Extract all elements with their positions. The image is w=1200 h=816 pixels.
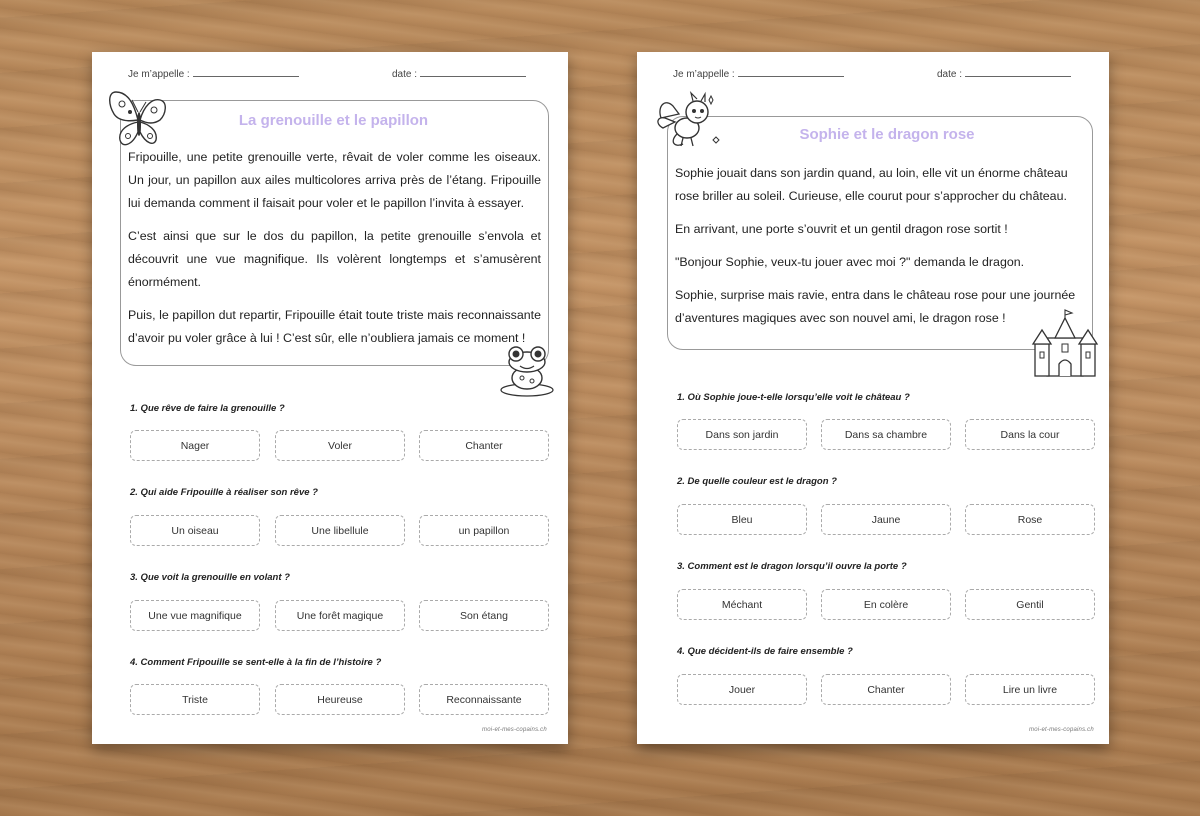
footer-site: moi-et-mes-copains.ch bbox=[482, 727, 547, 733]
answer-option[interactable]: Dans son jardin bbox=[677, 419, 807, 450]
answer-option[interactable]: Heureuse bbox=[275, 684, 405, 715]
answer-option[interactable]: Chanter bbox=[821, 674, 951, 705]
answer-option[interactable]: Jaune bbox=[821, 504, 951, 535]
name-line bbox=[193, 67, 299, 77]
date-label: date : bbox=[392, 69, 418, 80]
answer-option[interactable]: Dans sa chambre bbox=[821, 419, 951, 450]
worksheet-frog-butterfly bbox=[92, 52, 568, 744]
name-field[interactable] bbox=[128, 67, 299, 80]
question-2: 2. Qui aide Fripouille à réaliser son rêve ? bbox=[130, 487, 318, 498]
answer-option[interactable]: Chanter bbox=[419, 430, 549, 461]
answer-option[interactable]: Lire un livre bbox=[965, 674, 1095, 705]
question-2: 2. De quelle couleur est le dragon ? bbox=[677, 476, 837, 487]
story-paragraph: Puis, le papillon dut repartir, Fripouille était toute triste mais reconnaissante d’avoir pu voler grâce à lui ! C’est sûr, elle n’oubliera jamais ce moment ! bbox=[128, 308, 541, 345]
question-1: 1. Où Sophie joue-t-elle lorsqu’elle voit le château ? bbox=[677, 392, 910, 403]
answer-option[interactable]: Une vue magnifique bbox=[130, 600, 260, 631]
worksheet-sophie-dragon bbox=[637, 52, 1109, 744]
date-field[interactable] bbox=[392, 67, 526, 80]
castle-icon bbox=[1029, 308, 1101, 380]
answer-option[interactable]: Triste bbox=[130, 684, 260, 715]
answer-option[interactable]: Une libellule bbox=[275, 515, 405, 546]
name-label: Je m’appelle : bbox=[128, 69, 190, 80]
question-4: 4. Comment Fripouille se sent-elle à la fin de l’histoire ? bbox=[130, 657, 382, 668]
question-3: 3. Que voit la grenouille en volant ? bbox=[130, 572, 290, 583]
answer-option[interactable]: Gentil bbox=[965, 589, 1095, 620]
answer-option[interactable]: Dans la cour bbox=[965, 419, 1095, 450]
story-paragraph: Sophie, surprise mais ravie, entra dans le château rose pour une journée d’aventures magiques avec son nouvel ami, le dragon rose ! bbox=[675, 288, 1076, 325]
frog-icon bbox=[496, 344, 558, 398]
answer-option[interactable]: Rose bbox=[965, 504, 1095, 535]
name-line bbox=[738, 67, 844, 77]
date-field[interactable] bbox=[937, 67, 1071, 80]
answer-option[interactable]: Jouer bbox=[677, 674, 807, 705]
story-paragraph: C’est ainsi que sur le dos du papillon, la petite grenouille s’envola et découvrit une vue magnifique. Ils volèrent longtemps et s’amusèrent énormément. bbox=[128, 229, 541, 289]
answer-option[interactable]: un papillon bbox=[419, 515, 549, 546]
story-title: Sophie et le dragon rose bbox=[799, 126, 975, 143]
answer-option[interactable]: En colère bbox=[821, 589, 951, 620]
name-field[interactable] bbox=[673, 67, 844, 80]
story-paragraph: Fripouille, une petite grenouille verte, rêvait de voler comme les oiseaux. Un jour, un papillon aux ailes multicolores arriva près de l’étang. Fripouille lui demanda comment il faisait pour voler et le papillon l’invita à essayer. bbox=[128, 150, 541, 210]
question-3: 3. Comment est le dragon lorsqu’il ouvre la porte ? bbox=[677, 561, 907, 572]
question-4: 4. Que décident-ils de faire ensemble ? bbox=[677, 646, 853, 657]
story-paragraph: En arrivant, une porte s’ouvrit et un gentil dragon rose sortit ! bbox=[675, 222, 1008, 236]
answer-option[interactable]: Reconnaissante bbox=[419, 684, 549, 715]
story-text bbox=[675, 162, 1085, 340]
story-paragraph: "Bonjour Sophie, veux-tu jouer avec moi ?" demanda le dragon. bbox=[675, 255, 1025, 269]
answer-option[interactable]: Bleu bbox=[677, 504, 807, 535]
answer-option[interactable]: Nager bbox=[130, 430, 260, 461]
dragon-icon bbox=[653, 88, 723, 154]
name-label: Je m’appelle : bbox=[673, 69, 735, 80]
story-title: La grenouille et le papillon bbox=[238, 112, 429, 129]
answer-option[interactable]: Un oiseau bbox=[130, 515, 260, 546]
answer-option[interactable]: Une forêt magique bbox=[275, 600, 405, 631]
date-label: date : bbox=[937, 69, 963, 80]
answer-option[interactable]: Voler bbox=[275, 430, 405, 461]
answer-option[interactable]: Son étang bbox=[419, 600, 549, 631]
story-text bbox=[128, 146, 541, 360]
date-line bbox=[420, 67, 526, 77]
footer-site: moi-et-mes-copains.ch bbox=[1029, 727, 1094, 733]
question-1: 1. Que rêve de faire la grenouille ? bbox=[130, 403, 285, 414]
answer-option[interactable]: Méchant bbox=[677, 589, 807, 620]
date-line bbox=[965, 67, 1071, 77]
story-paragraph: Sophie jouait dans son jardin quand, au loin, elle vit un énorme château rose briller au soleil. Curieuse, elle courut pour s’approcher du château. bbox=[675, 166, 1068, 203]
